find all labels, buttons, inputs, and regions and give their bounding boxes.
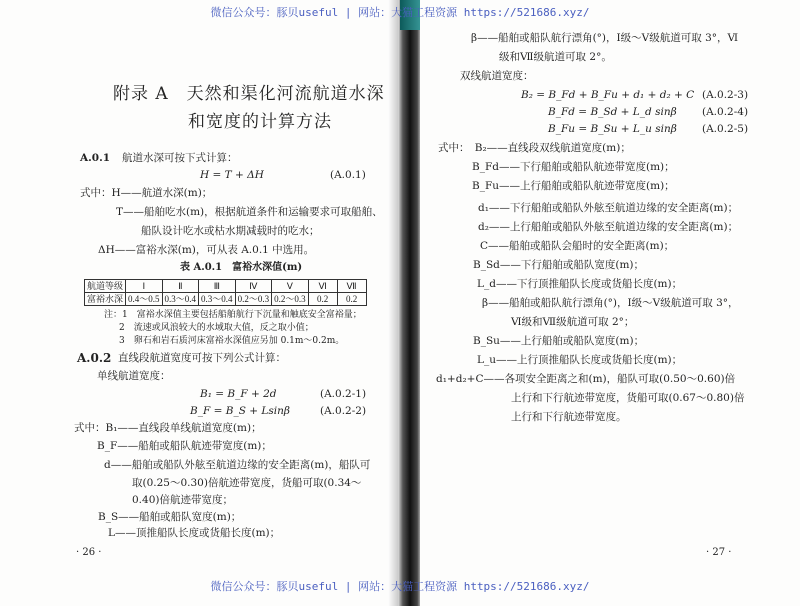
table-header-row: [85, 280, 367, 293]
table-row: [85, 293, 367, 306]
margin-depth-table: [84, 279, 367, 306]
book-spine: [398, 0, 422, 606]
def-line: L_d——下行顶推船队长度或货船长度(m)；: [477, 278, 683, 290]
section-a02-text: 直线段航道宽度可按下列公式计算：: [118, 352, 286, 364]
formula-no: (A.0.2-5): [702, 123, 749, 135]
table-cell: 0.2～0.3: [272, 293, 309, 306]
def-line: B_S——船舶或船队宽度(m)；: [98, 511, 242, 523]
table-cell: 0.2～0.3: [235, 293, 272, 306]
section-a01-text: 航道水深可按下式计算：: [122, 152, 238, 164]
subheading: 双线航道宽度：: [460, 70, 534, 82]
appendix-title-line2: 和宽度的计算方法: [188, 112, 332, 132]
def-line: L_u——上行顶推船队长度或货船长度(m)；: [477, 354, 683, 366]
formula-no: (A.0.2-1): [320, 388, 367, 400]
def-line: 式中：B₁——直线段单线航道宽度(m)；: [74, 422, 262, 434]
table-cell: Ⅲ: [199, 280, 236, 293]
table-note: 3 卵石和岩石质河床富裕水深值应另加 0.1m～0.2m。: [119, 336, 345, 346]
def-line: ΔH——富裕水深(m)，可从表 A.0.1 中选用。: [98, 244, 315, 256]
def-line: d₁+d₂+C——各项安全距离之和(m)，船队可取(0.50～0.60)倍: [436, 373, 736, 385]
formula: B₁ = B_F + 2d: [200, 388, 277, 400]
def-line: d₁——下行船舶或船队外舷至航道边缘的安全距离(m)；: [478, 202, 739, 214]
page-number: · 26 ·: [76, 547, 102, 558]
def-line: 级和Ⅶ级航道可取 2°。: [499, 51, 612, 63]
table-note: 2 流速或风浪较大的水域取大值，反之取小值；: [119, 323, 314, 333]
def-line: 式中： B₂——直线段双线航道宽度(m)；: [438, 142, 631, 154]
def-line: C——船舶或船队会船时的安全距离(m)；: [480, 240, 675, 252]
subheading: 单线航道宽度：: [97, 370, 171, 382]
def-line: 取(0.25～0.30)倍航迹带宽度，货船可取(0.34～: [132, 477, 362, 489]
watermark-top: 微信公众号：豚贝useful | 网站：大猫工程资源 https://521686.xyz/: [210, 6, 590, 19]
def-line: 0.40)倍航迹带宽度；: [132, 494, 233, 506]
def-line: 船队设计吃水或枯水期减载时的吃水；: [141, 225, 320, 237]
table-cell: Ⅶ: [337, 280, 366, 293]
table-cell: 0.2: [337, 293, 366, 306]
table-cell: 航道等级: [85, 280, 126, 293]
def-line: L——顶推船队长度或货船长度(m)；: [108, 527, 281, 539]
watermark-bottom: 微信公众号：豚贝useful | 网站：大猫工程资源 https://521686.xyz/: [210, 580, 590, 593]
table-cell: Ⅴ: [272, 280, 309, 293]
table-cell: 0.4～0.5: [126, 293, 163, 306]
def-line: B_Sd——下行船舶或船队宽度(m)；: [473, 259, 645, 271]
def-line: 上行和下行航迹带宽度，货船可取(0.67～0.80)倍: [511, 392, 745, 404]
def-line: β——船舶或船队航行漂角(°)，Ⅰ级～Ⅴ级航道可取 3°，Ⅵ: [471, 32, 739, 44]
right-page: [420, 0, 800, 606]
formula-no: (A.0.2-4): [702, 106, 749, 118]
table-cell: 0.3～0.4: [162, 293, 199, 306]
table-note: 注：1 富裕水深值主要包括船舶航行下沉量和触底安全富裕量；: [104, 310, 362, 320]
formula-a01: H = T + ΔH: [200, 169, 264, 181]
formula-no: (A.0.2-3): [702, 89, 749, 101]
def-line: d₂——上行船舶或船队外舷至航道边缘的安全距离(m)；: [478, 221, 739, 233]
appendix-title-line1: 附录 A 天然和渠化河流航道水深: [113, 84, 385, 104]
page-edge: [388, 0, 398, 606]
def-line: d——船舶或船队外舷至航道边缘的安全距离(m)，船队可: [104, 459, 371, 471]
table-cell: Ⅰ: [126, 280, 163, 293]
table-cell: 0.2: [308, 293, 337, 306]
table-cell: 0.3～0.4: [199, 293, 236, 306]
section-a01: A.0.1: [80, 152, 111, 164]
def-line: 式中：H——航道水深(m)；: [80, 187, 213, 199]
formula-a01-no: (A.0.1): [330, 169, 366, 181]
section-a02: A.0.2: [77, 351, 112, 365]
formula: B_Fd = B_Sd + L_d sinβ: [548, 106, 677, 118]
def-line: B_Fd——下行船舶或船队航迹带宽度(m)；: [472, 161, 675, 173]
formula: B_F = B_S + Lsinβ: [190, 405, 290, 417]
table-cell: 富裕水深: [85, 293, 126, 306]
formula: B_Fu = B_Su + L_u sinβ: [548, 123, 677, 135]
page-number: · 27 ·: [706, 547, 732, 558]
formula-no: (A.0.2-2): [320, 405, 367, 417]
def-line: B_Fu——上行船舶或船队航迹带宽度(m)；: [472, 180, 675, 192]
table-cell: Ⅱ: [162, 280, 199, 293]
def-line: β——船舶或船队航行漂角(°)，Ⅰ级～Ⅴ级航道可取 3°，: [482, 297, 739, 309]
table-title: 表 A.0.1 富裕水深值(m): [180, 262, 303, 273]
def-line: Ⅵ级和Ⅶ级航道可取 2°；: [511, 316, 635, 328]
def-line: B_Su——上行船舶或船队宽度(m)；: [473, 335, 645, 347]
table-cell: Ⅵ: [308, 280, 337, 293]
def-line: 上行和下行航迹带宽度。: [511, 411, 627, 423]
def-line: T——船舶吃水(m)，根据航道条件和运输要求可取船舶、: [116, 206, 383, 218]
formula: B₂ = B_Fd + B_Fu + d₁ + d₂ + C: [521, 89, 695, 101]
table-cell: Ⅳ: [235, 280, 272, 293]
def-line: B_F——船舶或船队航迹带宽度(m)；: [97, 440, 272, 452]
